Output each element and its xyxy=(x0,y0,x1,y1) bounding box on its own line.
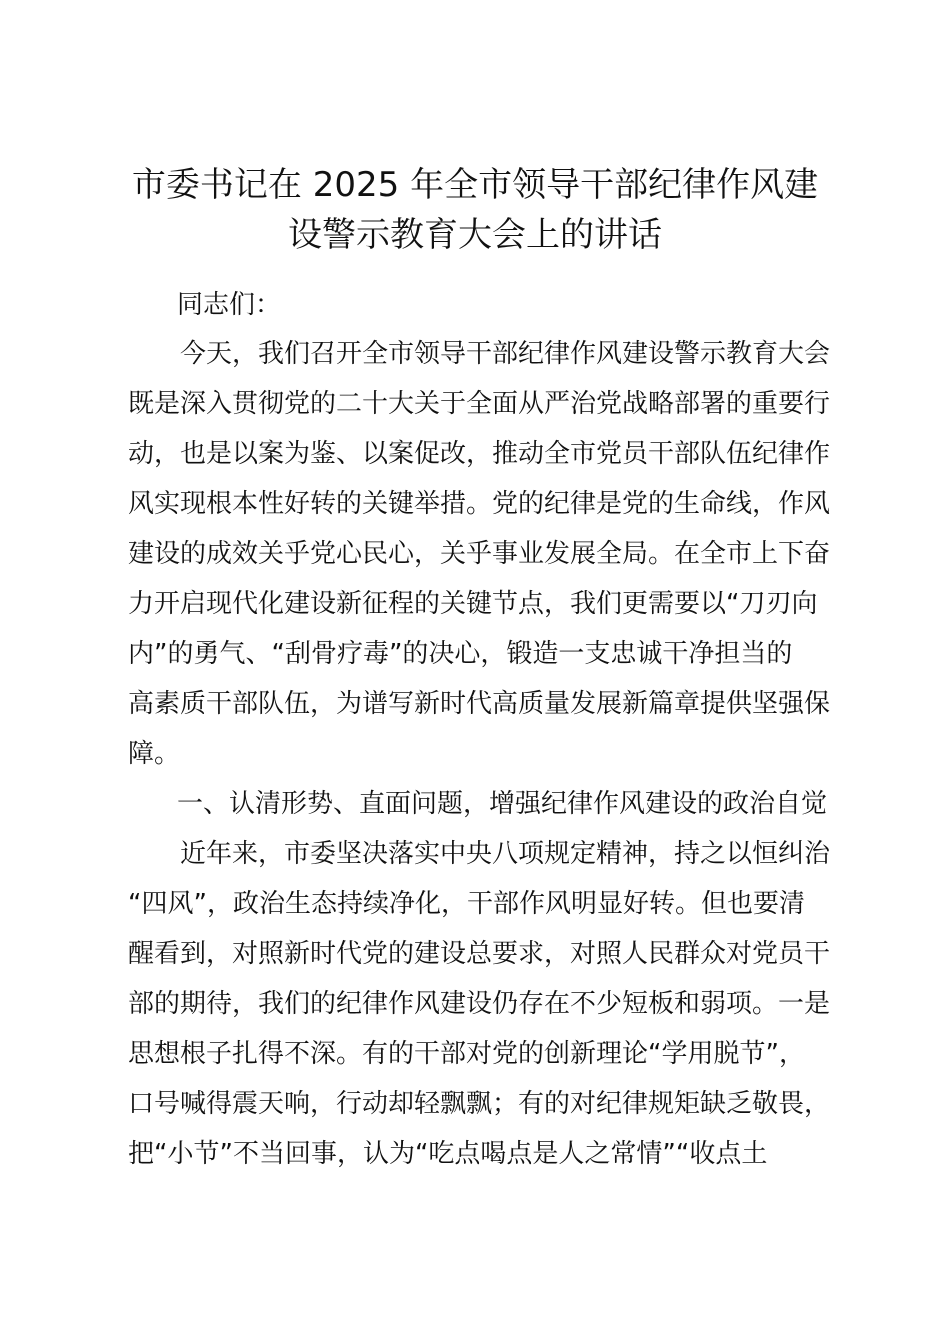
paragraph-line: 今天，我们召开全市领导干部纪律作风建设警示教育大会 xyxy=(128,339,831,369)
paragraph-line: “四风”，政治生态持续净化，干部作风明显好转。但也要清 xyxy=(128,889,805,919)
paragraph-line: 力开启现代化建设新征程的关键节点，我们更需要以“刀刃向 xyxy=(128,589,818,619)
salutation: 同志们： xyxy=(177,290,282,320)
paragraph-line: 部的期待，我们的纪律作风建设仍存在不少短板和弱项。一是 xyxy=(128,989,831,1019)
paragraph-1 xyxy=(128,329,830,779)
title-line-2: 设警示教育大会上的讲话 xyxy=(288,215,662,255)
paragraph-line: 近年来，市委坚决落实中央八项规定精神，持之以恒纠治 xyxy=(128,839,831,869)
paragraph-line: 内”的勇气、“刮骨疗毒”的决心，锻造一支忠诚干净担当的 xyxy=(128,639,793,669)
paragraph-line: 动，也是以案为鉴、以案促改，推动全市党员干部队伍纪律作 xyxy=(128,439,831,469)
paragraph-line: 高素质干部队伍，为谱写新时代高质量发展新篇章提供坚强保 xyxy=(128,689,831,719)
paragraph-line: 思想根子扎得不深。有的干部对党的创新理论“学用脱节”， xyxy=(128,1039,805,1069)
paragraph-2 xyxy=(128,829,830,1179)
paragraph-line: 既是深入贯彻党的二十大关于全面从严治党战略部署的重要行 xyxy=(128,389,831,419)
paragraph-line: 建设的成效关乎党心民心，关乎事业发展全局。在全市上下奋 xyxy=(128,539,831,569)
section-heading: 一、认清形势、直面问题，增强纪律作风建设的政治自觉 xyxy=(177,789,828,819)
paragraph-line: 口号喊得震天响，行动却轻飘飘；有的对纪律规矩缺乏敬畏， xyxy=(128,1089,831,1119)
title-line-1: 市委书记在 2025 年全市领导干部纪律作风建 xyxy=(131,165,819,205)
paragraph-line: 醒看到，对照新时代党的建设总要求，对照人民群众对党员干 xyxy=(128,939,831,969)
paragraph-line: 障。 xyxy=(128,739,181,769)
document-title xyxy=(100,160,850,260)
paragraph-line: 把“小节”不当回事，认为“吃点喝点是人之常情”“收点土 xyxy=(128,1139,768,1169)
paragraph-line: 风实现根本性好转的关键举措。党的纪律是党的生命线，作风 xyxy=(128,489,831,519)
